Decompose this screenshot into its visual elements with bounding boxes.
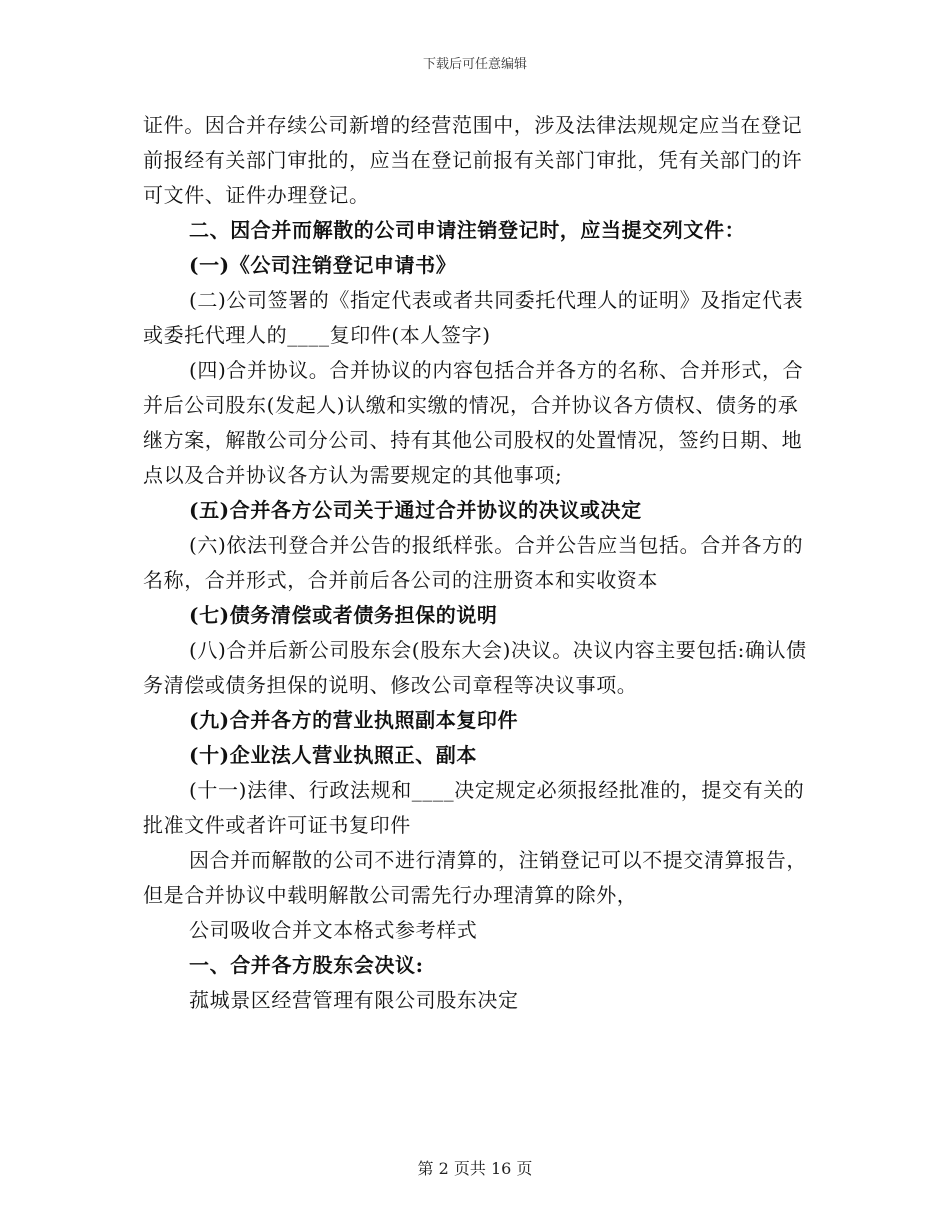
- paragraph: 菰城景区经营管理有限公司股东决定: [189, 988, 519, 1012]
- paragraph: 公司吸收合并文本格式参考样式: [189, 918, 478, 942]
- paragraph: 证件。因合并存续公司新增的经营范围中，涉及法律法规规定应当在登记前报经有关部门审批的，应当在登记前报有关部门审批，凭有关部门的许可文件、证件办理登记。: [143, 113, 803, 207]
- list-item: (六)依法刊登合并公告的报纸样张。合并公告应当包括。合并各方的名称，合并形式，合并前后各公司的注册资本和实收资本: [143, 533, 804, 592]
- page-number: 第 2 页共 16 页: [417, 1159, 533, 1178]
- list-item: (十)企业法人营业执照正、副本: [189, 743, 477, 767]
- list-item: (五)合并各方公司关于通过合并协议的决议或决定: [189, 498, 642, 522]
- page-header: 下载后可任意编辑: [422, 57, 527, 72]
- section-heading: 二、因合并而解散的公司申请注销登记时，应当提交列文件：: [189, 218, 746, 242]
- section-heading: 一、合并各方股东会决议:: [189, 953, 424, 977]
- list-item: (十一)法律、行政法规和____决定规定必须报经批准的，提交有关的批准文件或者许可证书复印件: [143, 778, 805, 837]
- list-item: (七)债务清偿或者债务担保的说明: [189, 603, 498, 627]
- list-item: (二)公司签署的《指定代表或者共同委托代理人的证明》及指定代表或委托代理人的____复印件(本人签字): [143, 288, 804, 347]
- list-item: (四)合并协议。合并协议的内容包括合并各方的名称、合并形式，合并后公司股东(发起人)认缴和实缴的情况，合并协议各方债权、债务的承继方案，解散公司分公司、持有其他公司股权的处置情况，签约日期、地点以及合并协议各方认为需要规定的其他事项;: [143, 358, 804, 487]
- document-body: [143, 108, 808, 1018]
- list-item: (九)合并各方的营业执照副本复印件: [189, 708, 519, 732]
- paragraph: 因合并而解散的公司不进行清算的，注销登记可以不提交清算报告，但是合并协议中载明解散公司需先行办理清算的除外，: [143, 848, 807, 907]
- list-item: (八)合并后新公司股东会(股东大会)决议。决议内容主要包括:确认债务清偿或债务担保的说明、修改公司章程等决议事项。: [143, 638, 807, 697]
- list-item: (一)《公司注销登记申请书》: [189, 253, 457, 277]
